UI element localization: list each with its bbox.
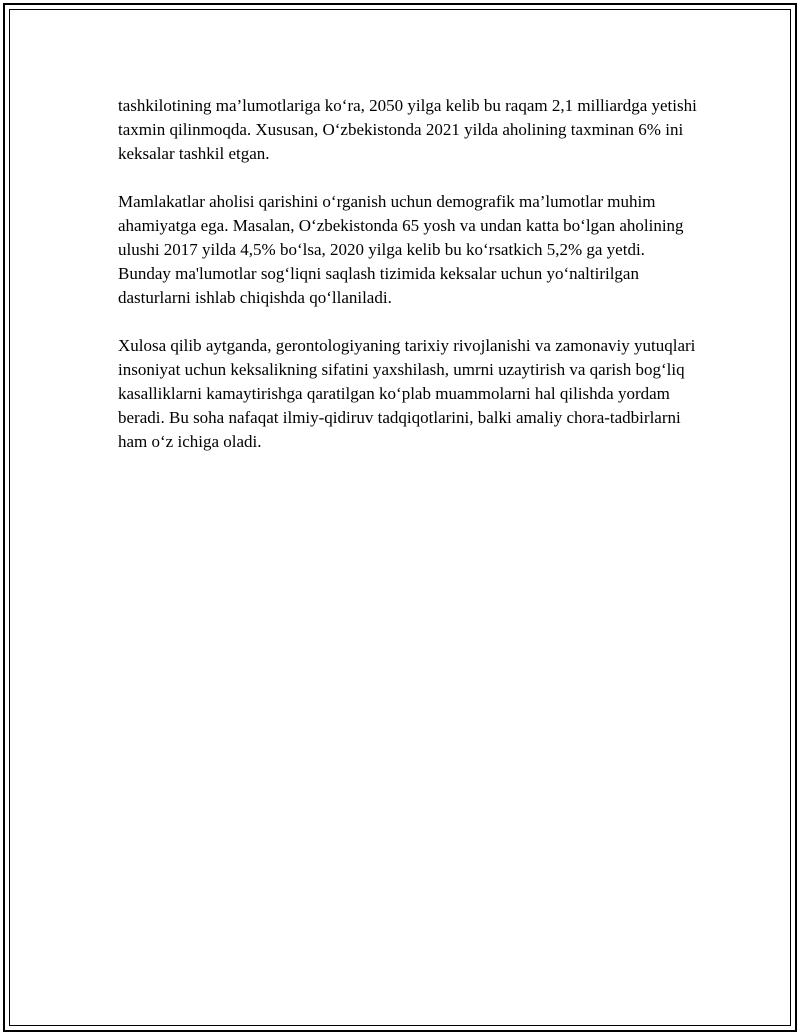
paragraph-2: Mamlakatlar aholisi qarishini o‘rganish uchun demografik ma’lumotlar muhim ahamiyatga ega. Masalan, O‘zbekistonda 65 yosh va undan katta bo‘lgan aholining ulushi 2017 yilda 4,5% bo‘lsa, 2020 yilga kelib bu ko‘rsatkich 5,2% ga yetdi. Bunday ma'lumotlar sog‘liqni saqlash tizimida keksalar uchun yo‘naltirilgan dasturlarni ishlab chiqishda qo‘llaniladi. bbox=[118, 192, 684, 307]
document-body bbox=[118, 94, 698, 478]
paragraph-3: Xulosa qilib aytganda, gerontologiyaning tarixiy rivojlanishi va zamonaviy yutuqlari insoniyat uchun keksalikning sifatini yaxshilash, umrni uzaytirish va qarish bog‘liq kasalliklarni kamaytirishga qaratilgan ko‘plab muammolarni hal qilishda yordam beradi. Bu soha nafaqat ilmiy-qidiruv tadqiqotlarini, balki amaliy chora-tadbirlarni ham o‘z ichiga oladi. bbox=[118, 336, 696, 451]
paragraph-1: tashkilotining ma’lumotlariga ko‘ra, 2050 yilga kelib bu raqam 2,1 milliardga yetishi taxmin qilinmoqda. Xususan, O‘zbekistonda 2021 yilda aholining taxminan 6% ini keksalar tashkil etgan. bbox=[118, 96, 697, 163]
